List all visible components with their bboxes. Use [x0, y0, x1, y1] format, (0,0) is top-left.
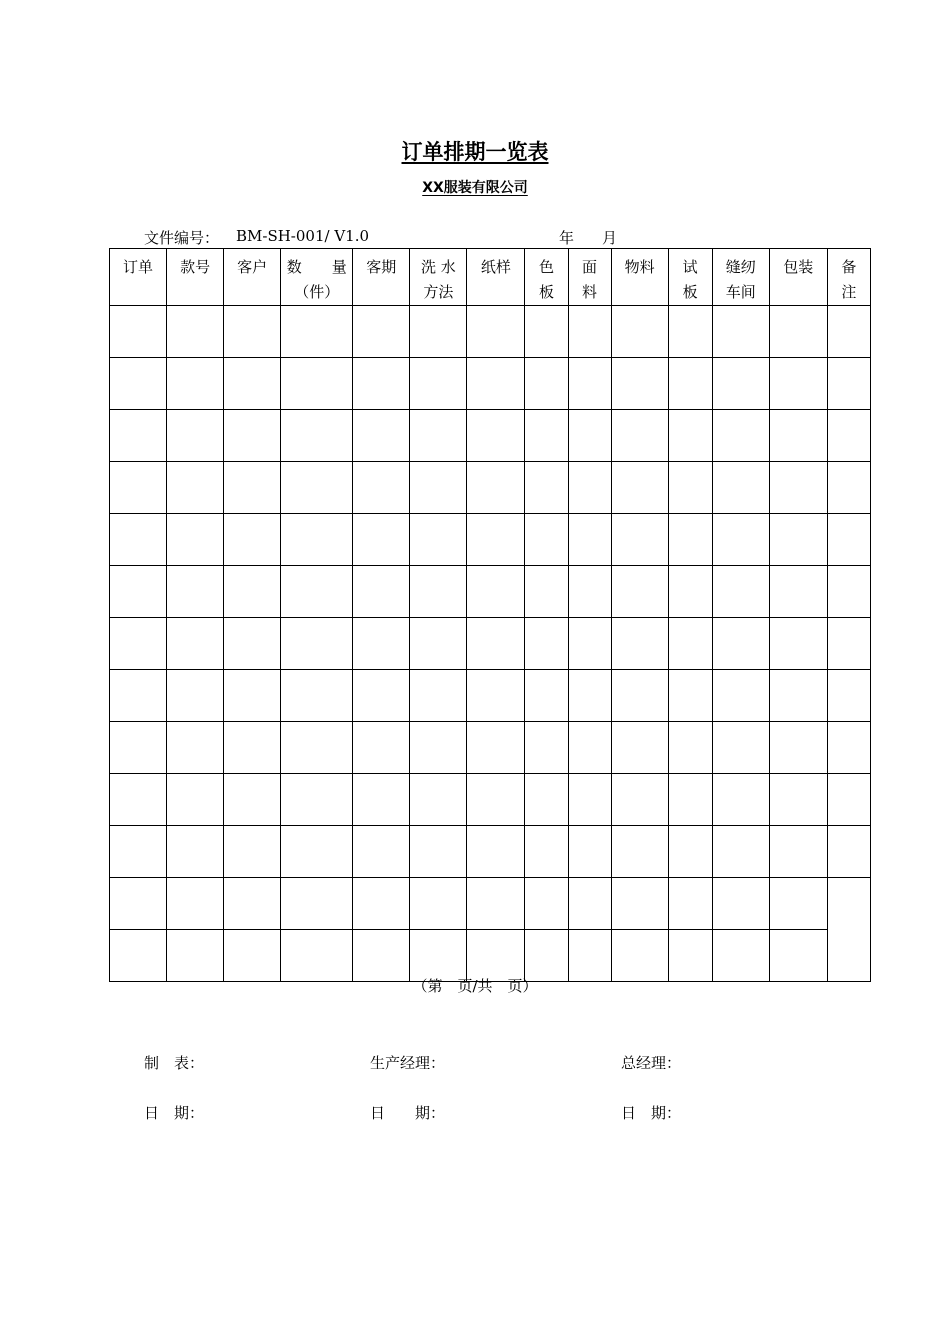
table-cell[interactable] — [110, 514, 167, 566]
table-cell[interactable] — [281, 722, 353, 774]
table-cell[interactable] — [668, 878, 712, 930]
column-header-line-1: 包装 — [783, 258, 814, 276]
column-header-line-1: 纸样 — [480, 258, 511, 276]
column-header — [611, 249, 668, 306]
table-cell[interactable] — [224, 930, 281, 982]
table-cell[interactable] — [827, 410, 870, 462]
table-cell[interactable] — [281, 410, 353, 462]
table-cell[interactable] — [525, 358, 568, 410]
table-cell[interactable] — [167, 306, 224, 358]
table-row — [110, 722, 871, 774]
table-cell[interactable] — [353, 410, 410, 462]
month-label: 月 — [602, 229, 618, 247]
table-cell[interactable] — [353, 566, 410, 618]
column-header-line-2: 料 — [582, 283, 598, 301]
table-cell[interactable] — [668, 514, 712, 566]
table-cell[interactable] — [467, 826, 525, 878]
table-cell[interactable] — [110, 410, 167, 462]
table-cell[interactable] — [224, 878, 281, 930]
doc-number-value: BM-SH-001/ V1.0 — [236, 227, 370, 245]
sign-gm — [621, 1052, 681, 1073]
table-cell[interactable] — [568, 514, 611, 566]
table-cell[interactable] — [525, 514, 568, 566]
table-cell[interactable] — [224, 306, 281, 358]
table-cell[interactable] — [353, 774, 410, 826]
table-cell[interactable] — [525, 462, 568, 514]
table-cell[interactable] — [525, 722, 568, 774]
table-cell[interactable] — [568, 462, 611, 514]
table-cell[interactable] — [410, 670, 467, 722]
column-header-line-2: 方法 — [423, 283, 454, 301]
table-cell[interactable] — [167, 722, 224, 774]
table-header-row — [110, 249, 871, 306]
table-cell[interactable] — [281, 462, 353, 514]
table-cell[interactable] — [827, 878, 870, 982]
table-cell[interactable] — [224, 670, 281, 722]
column-header-line-1: 备 — [841, 258, 857, 276]
table-cell[interactable] — [712, 878, 769, 930]
table-cell[interactable] — [110, 878, 167, 930]
year-label: 年 — [559, 229, 575, 247]
column-header-line-1: 试 — [682, 258, 698, 276]
table-cell[interactable] — [353, 930, 410, 982]
sign-date-2 — [370, 1102, 445, 1123]
table-cell[interactable] — [467, 410, 525, 462]
table-cell[interactable] — [353, 358, 410, 410]
table-cell[interactable] — [110, 774, 167, 826]
column-header-line-1: 数 量 — [286, 258, 347, 276]
table-cell[interactable] — [668, 358, 712, 410]
column-header-line-2: 板 — [682, 283, 698, 301]
table-cell[interactable] — [769, 410, 827, 462]
column-header-line-2: 车间 — [725, 283, 756, 301]
table-cell[interactable] — [827, 618, 870, 670]
table-cell[interactable] — [281, 358, 353, 410]
table-cell[interactable] — [410, 878, 467, 930]
column-header — [353, 249, 410, 306]
column-header-line-2: 注 — [841, 283, 857, 301]
column-header-line-1: 洗 水 — [420, 258, 456, 276]
table-cell[interactable] — [769, 878, 827, 930]
table-cell[interactable] — [769, 618, 827, 670]
table-cell[interactable] — [410, 930, 467, 982]
table-cell[interactable] — [712, 670, 769, 722]
table-cell[interactable] — [467, 878, 525, 930]
table-cell[interactable] — [827, 514, 870, 566]
column-header — [827, 249, 870, 306]
table-cell[interactable] — [568, 826, 611, 878]
column-header — [525, 249, 568, 306]
table-cell[interactable] — [568, 410, 611, 462]
table-cell[interactable] — [827, 462, 870, 514]
table-cell[interactable] — [167, 878, 224, 930]
table-cell[interactable] — [827, 358, 870, 410]
table-row — [110, 618, 871, 670]
table-cell[interactable] — [712, 930, 769, 982]
column-header — [167, 249, 224, 306]
table-cell[interactable] — [611, 410, 668, 462]
table-cell[interactable] — [110, 670, 167, 722]
column-header-line-1: 客期 — [366, 258, 397, 276]
table-row — [110, 358, 871, 410]
table-row — [110, 306, 871, 358]
table-cell[interactable] — [568, 878, 611, 930]
table-cell[interactable] — [611, 826, 668, 878]
table-cell[interactable] — [167, 826, 224, 878]
column-header — [281, 249, 353, 306]
table-cell[interactable] — [525, 410, 568, 462]
table-row — [110, 514, 871, 566]
sign-gm-label: 总经理： — [621, 1054, 682, 1072]
table-cell[interactable] — [769, 358, 827, 410]
table-cell[interactable] — [353, 722, 410, 774]
sign-maker-label: 制 表： — [144, 1054, 205, 1072]
table-cell[interactable] — [769, 462, 827, 514]
table-row — [110, 462, 871, 514]
table-cell[interactable] — [611, 514, 668, 566]
table-cell[interactable] — [712, 410, 769, 462]
table-cell[interactable] — [110, 618, 167, 670]
table-cell[interactable] — [525, 826, 568, 878]
column-header — [769, 249, 827, 306]
table-cell[interactable] — [110, 306, 167, 358]
table-cell[interactable] — [668, 618, 712, 670]
column-header-line-1: 面 — [582, 258, 598, 276]
table-cell[interactable] — [712, 618, 769, 670]
table-cell[interactable] — [110, 462, 167, 514]
table-cell[interactable] — [611, 670, 668, 722]
table-cell[interactable] — [769, 930, 827, 982]
column-header — [712, 249, 769, 306]
table-cell[interactable] — [224, 618, 281, 670]
table-cell[interactable] — [467, 566, 525, 618]
table-cell[interactable] — [410, 566, 467, 618]
table-cell[interactable] — [110, 930, 167, 982]
sign-prod-manager — [370, 1052, 445, 1073]
table-cell[interactable] — [224, 826, 281, 878]
table-cell[interactable] — [467, 306, 525, 358]
table-cell[interactable] — [281, 774, 353, 826]
table-cell[interactable] — [525, 670, 568, 722]
table-cell[interactable] — [611, 566, 668, 618]
column-header — [410, 249, 467, 306]
table-cell[interactable] — [769, 774, 827, 826]
table-cell[interactable] — [467, 930, 525, 982]
company-name: XX服装有限公司 — [422, 180, 528, 196]
table-cell[interactable] — [410, 722, 467, 774]
table-cell[interactable] — [712, 826, 769, 878]
column-header — [224, 249, 281, 306]
table-cell[interactable] — [467, 774, 525, 826]
table-cell[interactable] — [167, 930, 224, 982]
table-cell[interactable] — [568, 566, 611, 618]
table-cell[interactable] — [467, 514, 525, 566]
table-cell[interactable] — [712, 722, 769, 774]
table-cell[interactable] — [668, 930, 712, 982]
table-cell[interactable] — [224, 462, 281, 514]
table-cell[interactable] — [827, 670, 870, 722]
table-cell[interactable] — [525, 774, 568, 826]
table-cell[interactable] — [712, 774, 769, 826]
table-cell[interactable] — [410, 618, 467, 670]
table-cell[interactable] — [167, 514, 224, 566]
table-cell[interactable] — [611, 930, 668, 982]
column-header-line-1: 款号 — [180, 258, 211, 276]
table-cell[interactable] — [353, 878, 410, 930]
table-cell[interactable] — [568, 930, 611, 982]
table-row — [110, 930, 871, 982]
table-cell[interactable] — [110, 358, 167, 410]
table-cell[interactable] — [668, 774, 712, 826]
table-cell[interactable] — [525, 566, 568, 618]
table-cell[interactable] — [110, 566, 167, 618]
table-cell[interactable] — [611, 722, 668, 774]
table-cell[interactable] — [668, 306, 712, 358]
table-cell[interactable] — [353, 514, 410, 566]
table-cell[interactable] — [353, 618, 410, 670]
column-header-line-1: 客户 — [237, 258, 268, 276]
column-header-line-1: 色 — [538, 258, 554, 276]
table-cell[interactable] — [827, 722, 870, 774]
table-cell[interactable] — [281, 826, 353, 878]
column-header-line-1: 缝纫 — [725, 258, 756, 276]
table-cell[interactable] — [167, 670, 224, 722]
table-cell[interactable] — [353, 670, 410, 722]
table-row — [110, 670, 871, 722]
table-cell[interactable] — [167, 618, 224, 670]
table-cell[interactable] — [353, 826, 410, 878]
sign-date-3 — [621, 1102, 681, 1123]
table-cell[interactable] — [410, 410, 467, 462]
table-cell[interactable] — [110, 826, 167, 878]
table-cell[interactable] — [611, 774, 668, 826]
sign-date-1-label: 日 期： — [144, 1104, 205, 1122]
table-cell[interactable] — [281, 514, 353, 566]
column-header-line-2: 板 — [538, 283, 554, 301]
table-row — [110, 410, 871, 462]
table-cell[interactable] — [281, 618, 353, 670]
table-cell[interactable] — [611, 462, 668, 514]
table-cell[interactable] — [568, 774, 611, 826]
table-cell[interactable] — [712, 566, 769, 618]
table-cell[interactable] — [224, 722, 281, 774]
column-header-line-2: （件） — [294, 283, 340, 301]
table-cell[interactable] — [167, 774, 224, 826]
table-cell[interactable] — [353, 462, 410, 514]
table-cell[interactable] — [568, 618, 611, 670]
table-cell[interactable] — [281, 566, 353, 618]
doc-number-label: 文件编号： — [144, 229, 220, 247]
table-cell[interactable] — [769, 566, 827, 618]
sign-prod-manager-label: 生产经理： — [370, 1054, 446, 1072]
column-header — [568, 249, 611, 306]
table-cell[interactable] — [827, 566, 870, 618]
table-row — [110, 878, 871, 930]
table-cell[interactable] — [167, 410, 224, 462]
table-cell[interactable] — [410, 826, 467, 878]
table-cell[interactable] — [712, 514, 769, 566]
column-header-line-1: 订单 — [123, 258, 154, 276]
table-cell[interactable] — [568, 358, 611, 410]
table-cell[interactable] — [281, 306, 353, 358]
table-cell[interactable] — [467, 722, 525, 774]
table-cell[interactable] — [281, 878, 353, 930]
table-cell[interactable] — [769, 722, 827, 774]
table-cell[interactable] — [827, 774, 870, 826]
table-cell[interactable] — [410, 306, 467, 358]
table-cell[interactable] — [712, 358, 769, 410]
column-header-line-1: 物料 — [624, 258, 655, 276]
table-cell[interactable] — [568, 670, 611, 722]
table-cell[interactable] — [568, 722, 611, 774]
column-header — [467, 249, 525, 306]
table-cell[interactable] — [410, 514, 467, 566]
table-cell[interactable] — [611, 306, 668, 358]
table-cell[interactable] — [467, 358, 525, 410]
table-cell[interactable] — [712, 462, 769, 514]
table-cell[interactable] — [668, 826, 712, 878]
table-cell[interactable] — [224, 774, 281, 826]
table-cell[interactable] — [611, 618, 668, 670]
sign-date-2-label: 日 期： — [370, 1104, 446, 1122]
table-cell[interactable] — [611, 878, 668, 930]
table-cell[interactable] — [668, 462, 712, 514]
table-cell[interactable] — [353, 306, 410, 358]
table-cell[interactable] — [769, 670, 827, 722]
table-cell[interactable] — [467, 462, 525, 514]
sign-date-1 — [144, 1102, 204, 1123]
table-cell[interactable] — [281, 670, 353, 722]
page-title: 订单排期一览表 — [401, 140, 549, 164]
table-cell[interactable] — [568, 306, 611, 358]
schedule-table — [109, 248, 871, 982]
table-cell[interactable] — [769, 826, 827, 878]
sign-maker — [144, 1052, 204, 1073]
table-cell[interactable] — [110, 722, 167, 774]
table-cell[interactable] — [467, 618, 525, 670]
table-cell[interactable] — [668, 410, 712, 462]
table-cell[interactable] — [167, 462, 224, 514]
table-cell[interactable] — [611, 358, 668, 410]
table-cell[interactable] — [769, 306, 827, 358]
table-cell[interactable] — [712, 306, 769, 358]
table-cell[interactable] — [281, 930, 353, 982]
column-header — [668, 249, 712, 306]
table-cell[interactable] — [769, 514, 827, 566]
table-cell[interactable] — [410, 462, 467, 514]
table-row — [110, 774, 871, 826]
table-cell[interactable] — [167, 358, 224, 410]
table-cell[interactable] — [224, 410, 281, 462]
table-cell[interactable] — [668, 566, 712, 618]
table-row — [110, 566, 871, 618]
column-header — [110, 249, 167, 306]
table-cell[interactable] — [827, 306, 870, 358]
table-cell[interactable] — [410, 358, 467, 410]
table-cell[interactable] — [525, 930, 568, 982]
page-indicator: （第 页/共 页） — [412, 977, 538, 995]
table-cell[interactable] — [167, 566, 224, 618]
table-cell[interactable] — [224, 358, 281, 410]
sign-date-3-label: 日 期： — [621, 1104, 682, 1122]
table-cell[interactable] — [668, 722, 712, 774]
table-cell[interactable] — [827, 826, 870, 878]
table-cell[interactable] — [525, 306, 568, 358]
table-cell[interactable] — [525, 878, 568, 930]
table-cell[interactable] — [525, 618, 568, 670]
table-cell[interactable] — [410, 774, 467, 826]
table-cell[interactable] — [224, 514, 281, 566]
table-row — [110, 826, 871, 878]
table-cell[interactable] — [668, 670, 712, 722]
table-cell[interactable] — [467, 670, 525, 722]
table-cell[interactable] — [224, 566, 281, 618]
